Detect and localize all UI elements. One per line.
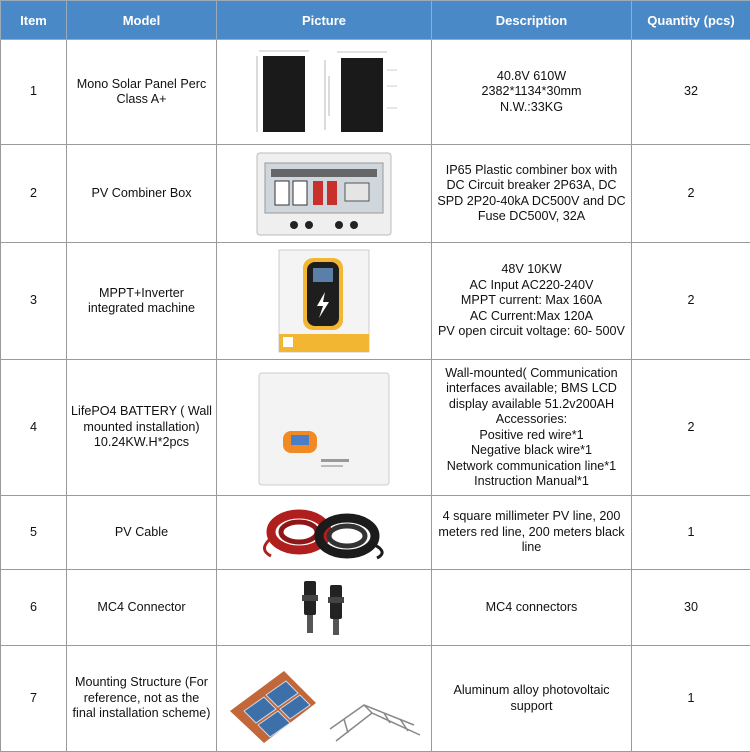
item-cell: 4	[1, 360, 67, 496]
picture-cell	[217, 145, 432, 243]
description-line: Accessories:	[436, 412, 627, 428]
item-cell: 1	[1, 40, 67, 145]
table-row	[1, 496, 750, 570]
description-line: Negative black wire*1	[436, 443, 627, 459]
description-cell	[432, 570, 632, 646]
description-cell	[432, 646, 632, 752]
description-line: N.W.:33KG	[436, 100, 627, 116]
table-row	[1, 570, 750, 646]
description-cell	[432, 243, 632, 360]
cable-icon	[249, 500, 399, 566]
header-description: Description	[432, 1, 632, 40]
description-cell	[432, 496, 632, 570]
picture-cell	[217, 243, 432, 360]
table-row	[1, 243, 750, 360]
table-row	[1, 646, 750, 752]
table-row	[1, 360, 750, 496]
picture-cell	[217, 360, 432, 496]
description-cell	[432, 360, 632, 496]
description-line: meters red line, 200 meters black	[436, 525, 627, 541]
model-cell: LifePO4 BATTERY ( Wall mounted installation) 10.24KW.H*2pcs	[67, 360, 217, 496]
description-line: MC4 connectors	[436, 600, 627, 616]
description-line: IP65 Plastic combiner box with	[436, 163, 627, 179]
mounting-structure-icon	[224, 651, 424, 747]
description-line: Network communication line*1	[436, 459, 627, 475]
quantity-cell: 2	[632, 243, 750, 360]
battery-icon	[249, 367, 399, 489]
item-cell: 7	[1, 646, 67, 752]
description-cell	[432, 145, 632, 243]
table-row	[1, 145, 750, 243]
header-item: Item	[1, 1, 67, 40]
picture-cell	[217, 496, 432, 570]
description-cell	[432, 40, 632, 145]
solar-panel-icon	[249, 46, 399, 138]
item-cell: 5	[1, 496, 67, 570]
header-row	[1, 1, 750, 40]
quantity-cell: 2	[632, 360, 750, 496]
quantity-cell: 1	[632, 496, 750, 570]
description-line: PV open circuit voltage: 60- 500V	[436, 324, 627, 340]
description-line: 4 square millimeter PV line, 200	[436, 509, 627, 525]
item-cell: 6	[1, 570, 67, 646]
description-line: DC Circuit breaker 2P63A, DC	[436, 178, 627, 194]
table-row	[1, 40, 750, 145]
picture-cell	[217, 570, 432, 646]
description-line: line	[436, 540, 627, 556]
description-line: Instruction Manual*1	[436, 474, 627, 490]
picture-cell	[217, 646, 432, 752]
description-line: 2382*1134*30mm	[436, 84, 627, 100]
description-line: MPPT current: Max 160A	[436, 293, 627, 309]
item-cell: 2	[1, 145, 67, 243]
description-line: Fuse DC500V, 32A	[436, 209, 627, 225]
model-cell: Mounting Structure (For reference, not as the final installation scheme)	[67, 646, 217, 752]
combiner-box-icon	[249, 149, 399, 239]
description-line: AC Current:Max 120A	[436, 309, 627, 325]
model-cell: PV Cable	[67, 496, 217, 570]
model-cell: MPPT+Inverter integrated machine	[67, 243, 217, 360]
description-line: display available 51.2v200AH	[436, 397, 627, 413]
model-cell: PV Combiner Box	[67, 145, 217, 243]
inverter-icon	[259, 246, 389, 356]
picture-cell	[217, 40, 432, 145]
description-line: Aluminum alloy photovoltaic	[436, 683, 627, 699]
description-line: support	[436, 699, 627, 715]
description-line: 40.8V 610W	[436, 69, 627, 85]
header-model: Model	[67, 1, 217, 40]
description-line: Wall-mounted( Communication	[436, 366, 627, 382]
description-line: Positive red wire*1	[436, 428, 627, 444]
connector-icon	[274, 575, 374, 641]
quantity-cell: 2	[632, 145, 750, 243]
model-cell: Mono Solar Panel Perc Class A+	[67, 40, 217, 145]
header-picture: Picture	[217, 1, 432, 40]
quantity-cell: 1	[632, 646, 750, 752]
quantity-cell: 30	[632, 570, 750, 646]
description-line: SPD 2P20-40kA DC500V and DC	[436, 194, 627, 210]
item-cell: 3	[1, 243, 67, 360]
description-line: AC Input AC220-240V	[436, 278, 627, 294]
model-cell: MC4 Connector	[67, 570, 217, 646]
header-quantity: Quantity (pcs)	[632, 1, 750, 40]
description-line: 48V 10KW	[436, 262, 627, 278]
quantity-cell: 32	[632, 40, 750, 145]
description-line: interfaces available; BMS LCD	[436, 381, 627, 397]
